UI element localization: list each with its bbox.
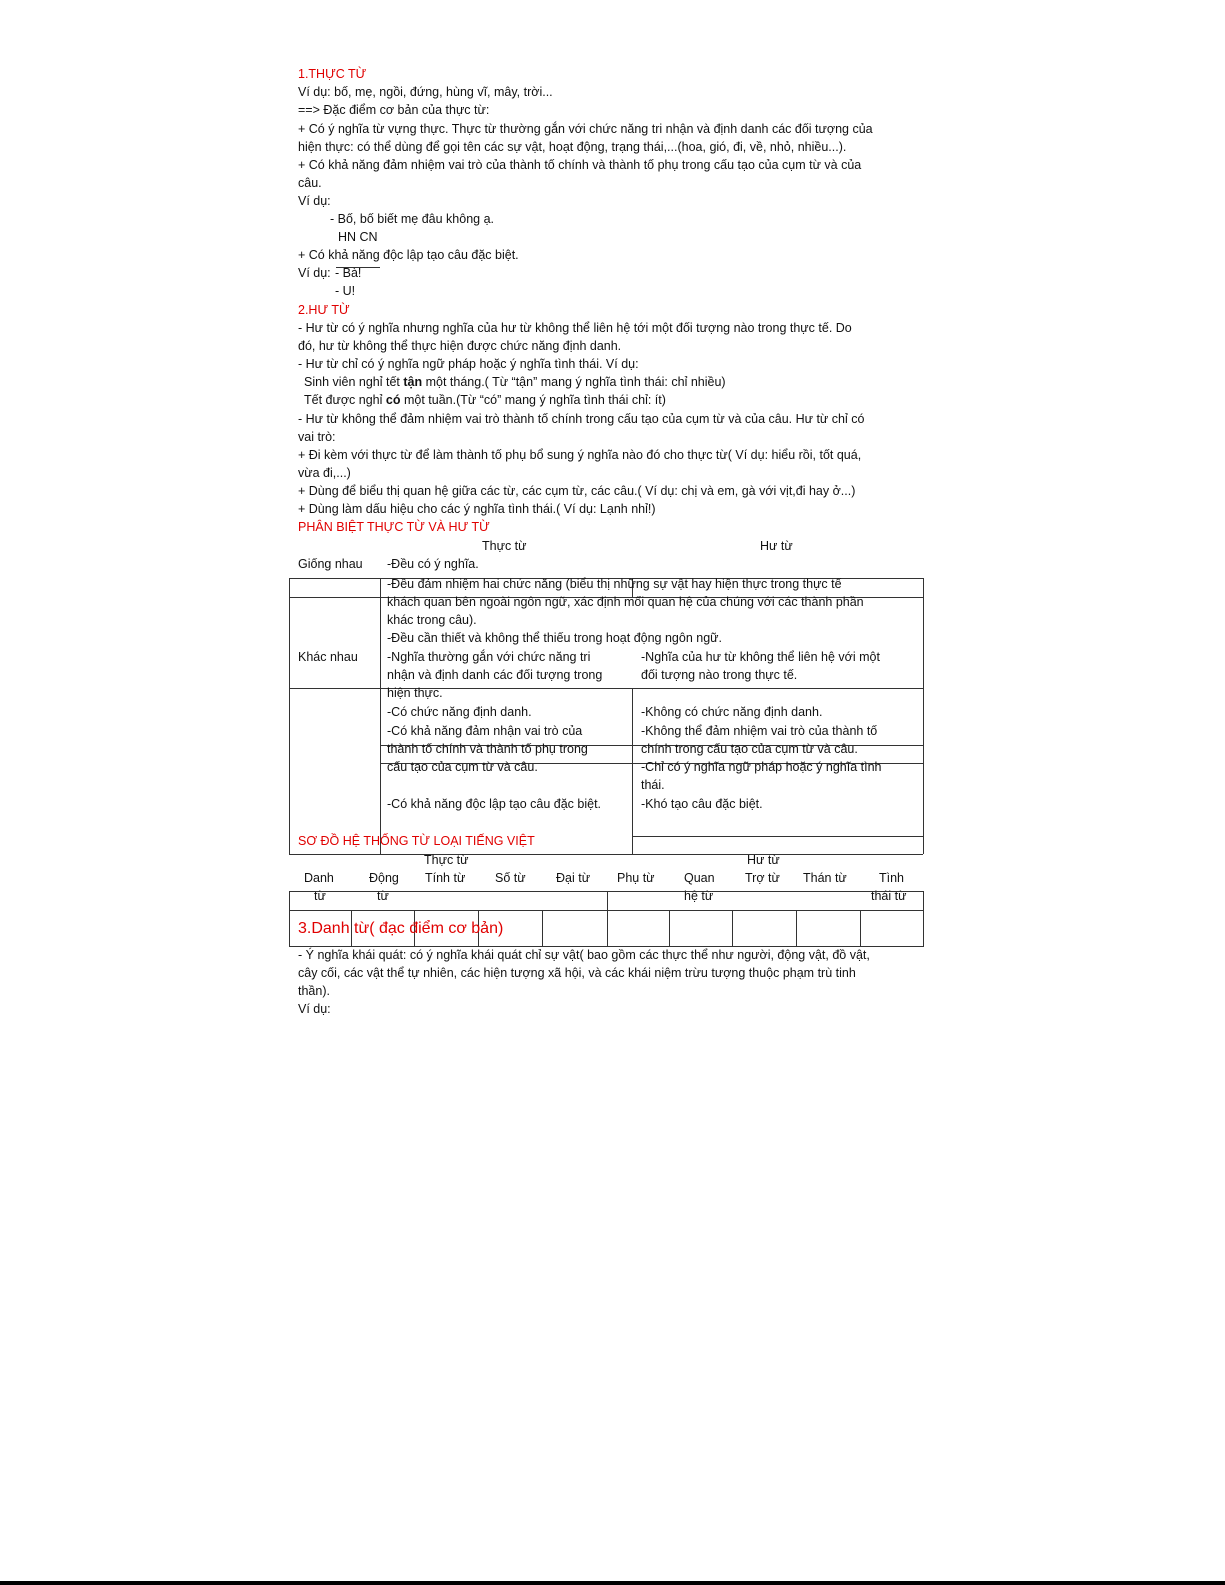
compare-hu-b: -Không có chức năng định danh. bbox=[641, 705, 823, 719]
section1-example-words: Ví dụ: bố, mẹ, ngồi, đứng, hùng vĩ, mây, trời... bbox=[298, 85, 553, 99]
word-class-label: Tình bbox=[879, 871, 905, 885]
compare-thuc-a-line2: nhận và định danh các đối tượng trong bbox=[387, 668, 603, 682]
table-border-left bbox=[289, 578, 290, 854]
table-divider bbox=[632, 836, 923, 837]
word-class-label: từ bbox=[377, 889, 389, 903]
compare-hu-d-line1: -Chỉ có ý nghĩa ngữ pháp hoặc ý nghĩa tình bbox=[641, 760, 882, 774]
word-class-so-tu: Số từ bbox=[495, 871, 526, 885]
diagram-divider bbox=[669, 910, 670, 947]
compare-giong1: -Đều có ý nghĩa. bbox=[387, 557, 479, 571]
compare-hu-a-line1: -Nghĩa của hư từ không thể liên hệ với một bbox=[641, 650, 880, 664]
table-border-right bbox=[923, 578, 924, 854]
section2-p3-line1: - Hư từ không thể đảm nhiệm vai trò thành tố chính trong cấu tạo của cụm từ và của câu. Hư từ chỉ có bbox=[298, 412, 865, 426]
section3-p-line3: thần). bbox=[298, 984, 330, 998]
section2-p3-line2: vai trò: bbox=[298, 430, 336, 444]
section2-role2: + Dùng để biểu thị quan hệ giữa các từ, các cụm từ, các câu.( Ví dụ: chị và em, gà với vịt,đi hay ở...) bbox=[298, 484, 856, 498]
compare-giong2-line3: khác trong câu). bbox=[387, 613, 477, 627]
diagram-group-thuc-tu: Thực từ bbox=[424, 853, 469, 867]
diagram-divider bbox=[607, 891, 608, 947]
word-class-label: hệ từ bbox=[684, 889, 714, 903]
word-class-label: từ bbox=[314, 889, 326, 903]
compare-thuc-c-line2: thành tố chính và thành tố phụ trong bbox=[387, 742, 588, 756]
compare-row-khac-nhau: Khác nhau bbox=[298, 650, 358, 664]
overline-mark bbox=[336, 267, 380, 268]
word-class-phu-tu: Phụ từ bbox=[617, 871, 655, 885]
example2-bold-word: có bbox=[385, 393, 401, 407]
word-class-label: thái từ bbox=[871, 889, 907, 903]
section2-example1 bbox=[304, 373, 726, 391]
table-border-bottom bbox=[289, 854, 923, 855]
section1-example3-b: - U! bbox=[335, 284, 356, 298]
compare-thuc-b: -Có chức năng định danh. bbox=[387, 705, 532, 719]
example2-text-pre: Tết được nghỉ bbox=[304, 393, 386, 407]
diagram-heading: SƠ ĐỒ HỆ THỐNG TỪ LOẠI TIẾNG VIỆT bbox=[298, 834, 535, 848]
section2-heading: 2.HƯ TỪ bbox=[298, 303, 350, 317]
section1-feature1-line2: hiện thực: có thể dùng để gọi tên các sự vật, hoạt động, trạng thái,...(hoa, gió, đi, về, nhỏ, nhiều...). bbox=[298, 140, 847, 154]
compare-heading: PHÂN BIỆT THỰC TỪ VÀ HƯ TỪ bbox=[298, 520, 490, 534]
compare-giong3: -Đều cần thiết và không thể thiếu trong hoạt động ngôn ngữ. bbox=[387, 631, 722, 645]
section1-example3-a: - Bà! bbox=[335, 266, 362, 280]
compare-thuc-e: -Có khả năng độc lập tạo câu đặc biệt. bbox=[387, 797, 602, 811]
section1-example-marks: HN CN bbox=[338, 230, 378, 244]
compare-giong2-line1: -Đều đảm nhiệm hai chức năng (biểu thị những sự vật hay hiện thực trong thực tế bbox=[387, 577, 842, 591]
section1-feature2-line2: câu. bbox=[298, 176, 322, 190]
example2-text-post: một tuần.(Từ “có” mang ý nghĩa tình thái chỉ: ít) bbox=[400, 393, 666, 407]
section1-example-sentence: - Bố, bố biết mẹ đâu không ạ. bbox=[330, 212, 494, 226]
section2-example2 bbox=[304, 391, 666, 409]
example1-text-post: một tháng.( Từ “tận” mang ý nghĩa tình thái: chỉ nhiều) bbox=[422, 375, 726, 389]
word-class-tinh-tu: Tính từ bbox=[425, 871, 466, 885]
section2-p1-line2: đó, hư từ không thể thực hiện được chức năng định danh. bbox=[298, 339, 622, 353]
diagram-divider bbox=[732, 910, 733, 947]
compare-thuc-c-line3: cấu tạo của cụm từ và câu. bbox=[387, 760, 538, 774]
example1-text-pre: Sinh viên nghỉ tết bbox=[304, 375, 404, 389]
diagram-divider bbox=[860, 910, 861, 947]
compare-col-thuc-tu: Thực từ bbox=[482, 539, 527, 553]
section1-feature1-line1: + Có ý nghĩa từ vựng thực. Thực từ thường gắn với chức năng tri nhận và định danh các đối tượng của bbox=[298, 122, 873, 136]
compare-hu-d-line2: thái. bbox=[641, 778, 665, 792]
section2-p1-line1: - Hư từ có ý nghĩa nhưng nghĩa của hư từ không thể liên hệ tới một đối tượng nào trong thực tế. Do bbox=[298, 321, 852, 335]
section1-example3-label: Ví dụ: bbox=[298, 266, 331, 280]
section3-p-line1: - Ý nghĩa khái quát: có ý nghĩa khái quát chỉ sự vật( bao gồm các thực thể như người, động vật, đồ vật, bbox=[298, 948, 870, 962]
section1-heading: 1.THỰC TỪ bbox=[298, 67, 367, 81]
section2-role1-line1: + Đi kèm với thực từ để làm thành tố phụ bổ sung ý nghĩa nào đó cho thực từ( Ví dụ: hiểu rồi, tốt quá, bbox=[298, 448, 862, 462]
section3-example-label: Ví dụ: bbox=[298, 1002, 331, 1016]
section2-role1-line2: vừa đi,...) bbox=[298, 466, 351, 480]
word-class-than-tu: Thán từ bbox=[803, 871, 847, 885]
table-divider bbox=[289, 688, 923, 689]
word-class-label: Quan bbox=[684, 871, 715, 885]
word-class-label: Động bbox=[369, 871, 399, 885]
page-bottom-border bbox=[0, 1581, 1225, 1585]
compare-hu-c-line2: chính trong cấu tạo của cụm từ và câu. bbox=[641, 742, 858, 756]
table-column-divider bbox=[632, 688, 633, 854]
section1-feature3: + Có khả năng độc lập tạo câu đặc biệt. bbox=[298, 248, 519, 262]
compare-thuc-a-line1: -Nghĩa thường gắn với chức năng tri bbox=[387, 650, 591, 664]
diagram-divider bbox=[796, 910, 797, 947]
compare-hu-e: -Khó tạo câu đặc biệt. bbox=[641, 797, 763, 811]
diagram-group-hu-tu: Hư từ bbox=[747, 853, 780, 867]
compare-hu-a-line2: đối tượng nào trong thực tế. bbox=[641, 668, 798, 682]
section3-heading: 3.Danh từ( đạc điểm cơ bản) bbox=[298, 920, 504, 937]
compare-thuc-c-line1: -Có khả năng đảm nhận vai trò của bbox=[387, 724, 583, 738]
section3-p-line2: cây cối, các vật thể tự nhiên, các hiện tượng xã hội, và các khái niệm trừu tượng thuộc phạm trù tinh bbox=[298, 966, 856, 980]
section1-example-label: Ví dụ: bbox=[298, 194, 331, 208]
section1-features-intro: ==> Đặc điểm cơ bản của thực từ: bbox=[298, 103, 490, 117]
example1-bold-word: tận bbox=[403, 375, 423, 389]
compare-hu-c-line1: -Không thể đảm nhiệm vai trò của thành tố bbox=[641, 724, 878, 738]
word-class-dai-tu: Đại từ bbox=[556, 871, 591, 885]
table-column-divider bbox=[380, 578, 381, 854]
word-class-label: Danh bbox=[304, 871, 334, 885]
section2-role3: + Dùng làm dấu hiệu cho các ý nghĩa tình thái.( Ví dụ: Lạnh nhỉ!) bbox=[298, 502, 656, 516]
compare-giong2-line2: khách quan bên ngoài ngôn ngữ, xác định mối quan hệ của chúng với các thành phần bbox=[387, 595, 864, 609]
section2-p2: - Hư từ chỉ có ý nghĩa ngữ pháp hoặc ý nghĩa tình thái. Ví dụ: bbox=[298, 357, 639, 371]
compare-col-hu-tu: Hư từ bbox=[760, 539, 793, 553]
compare-row-giong-nhau: Giống nhau bbox=[298, 557, 363, 571]
compare-thuc-a-line3: hiện thực. bbox=[387, 686, 443, 700]
section1-feature2-line1: + Có khả năng đảm nhiệm vai trò của thành tố chính và thành tố phụ trong cấu tạo của cụm từ và của bbox=[298, 158, 862, 172]
word-class-tro-tu: Trợ từ bbox=[745, 871, 780, 885]
diagram-divider bbox=[542, 910, 543, 947]
